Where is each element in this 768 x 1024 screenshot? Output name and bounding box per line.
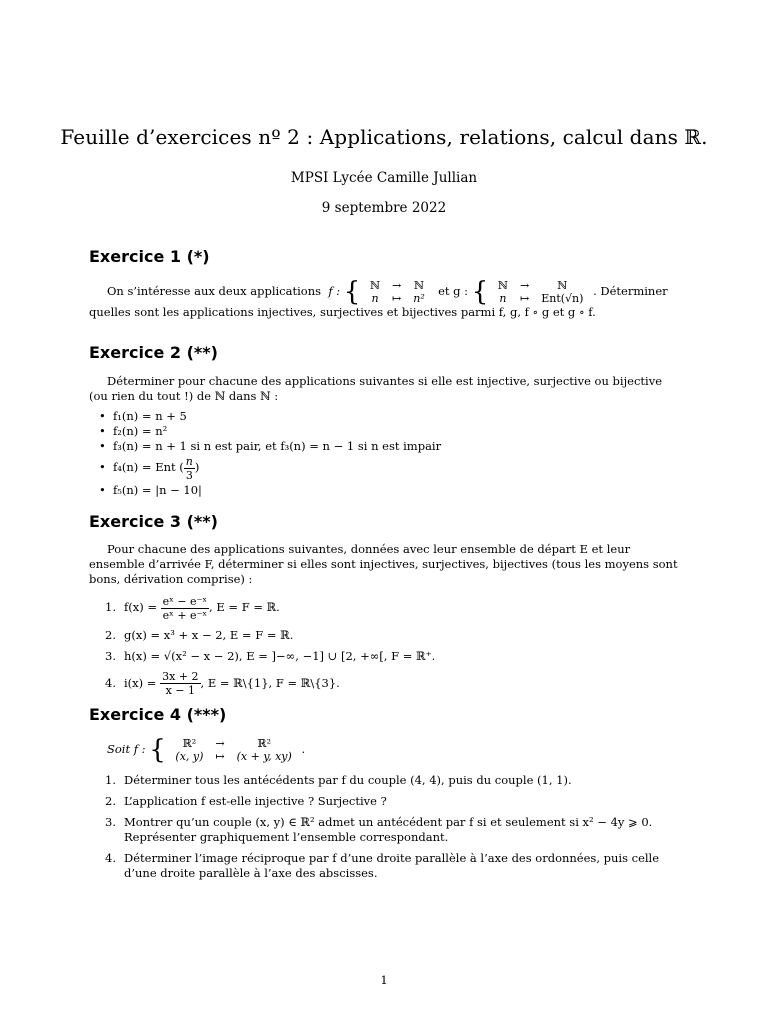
exercise-2-list — [89, 409, 679, 498]
document-author: MPSI Lycée Camille Jullian — [290, 170, 478, 186]
list-item: • f₁(n) = n + 5 — [99, 409, 187, 423]
document-title: Feuille d’exercices nº 2 : Applications, relations, calcul dans ℝ. — [60, 125, 708, 149]
exercise-3-intro-text: Pour chacune des applications suivantes, données avec leur ensemble de départ E et leur ensemble d’arrivée F, déterminer si elles sont injectives, surjectives, bijectives (tous les moyens sont bons, dérivation comprise) : — [89, 542, 678, 586]
list-item: • f₅(n) = |n − 10| — [99, 482, 202, 497]
exercise-4-list — [89, 773, 679, 887]
map-cell: ℕ — [369, 279, 381, 292]
list-item-text: g(x) = x³ + x − 2, E = F = ℝ. — [124, 627, 294, 642]
fraction — [160, 670, 200, 697]
map-cell: ↦ — [519, 292, 530, 305]
list-item: 4. i(x) = $\frac{3x + 2}{x - 1}$ , E = ℝ\{1}, F = ℝ\{3}. — [105, 670, 340, 697]
map-cell: n — [371, 292, 379, 305]
list-item-text: f₂(n) = n² — [113, 424, 168, 438]
exercise-4-heading: Exercice 4 (***) — [89, 705, 227, 724]
map-cell: → — [392, 279, 402, 292]
map-cell: ℕ — [557, 279, 568, 292]
exercise-3-heading: Exercice 3 (**) — [89, 512, 218, 531]
list-item: 1. f(x) = $\frac{\text{eˣ − e⁻ˣ}}{\text{eˣ + e⁻ˣ}}$ , E = F = ℝ. — [105, 594, 280, 622]
list-item: 1. Déterminer tous les antécédents par f du couple (4, 4), puis du couple (1, 1). — [105, 773, 572, 787]
list-item-text: f₁(n) = n + 5 — [113, 409, 187, 423]
fraction-denominator: eˣ + e⁻ˣ — [162, 608, 208, 622]
list-item-text: h(x) = √(x² − x − 2), E = ]−∞, −1] ∪ [2, +∞[, F = ℝ⁺. — [124, 648, 436, 663]
list-item: 4. Déterminer l’image réciproque par f d’une droite parallèle à l’axe des ordonnées, puis celle d’une droite parallèle à l’axe des abscisses. — [105, 851, 660, 880]
exercise-2-heading: Exercice 2 (**) — [89, 343, 218, 362]
exercise-3-list — [89, 594, 679, 703]
exercise-1-heading: Exercice 1 (*) — [89, 247, 210, 266]
list-item-text: , E = ℝ\{1}, F = ℝ\{3}. — [200, 675, 340, 690]
map-cell: ℝ² — [257, 737, 271, 750]
map-cell: n — [499, 292, 507, 305]
exercise-2-intro-text: Déterminer pour chacune des applications suivantes si elle est injective, surjective ou bijective (ou rien du tout !) de ℕ dans ℕ : — [89, 374, 662, 403]
list-item: 3. Montrer qu’un couple (x, y) ∈ ℝ² admet un antécédent par f si et seulement si x² − 4y ⩾ 0. Représenter graphiquement l’ensemble correspondant. — [105, 815, 653, 844]
exercise-4-after: . — [301, 742, 306, 756]
fraction-numerator: 3x + 2 — [162, 670, 199, 683]
map-cell: Ent(√n) — [541, 292, 584, 305]
fraction — [184, 455, 195, 482]
document-date: 9 septembre 2022 — [321, 200, 447, 216]
map-cell: (x, y) — [175, 750, 204, 763]
fraction-numerator: n — [185, 454, 193, 468]
map-cell: n² — [413, 292, 425, 305]
exercise-4-soit: Soit f : — [107, 742, 146, 756]
map-cell: ↦ — [215, 750, 225, 763]
exercise-3-intro — [89, 542, 679, 587]
map-cell: → — [215, 737, 225, 750]
map-cell: (x + y, xy) — [236, 750, 292, 763]
map-cell: ℕ — [497, 279, 508, 292]
exercise-1-line2: quelles sont les applications injectives, surjectives et bijectives parmi f, g, f ∘ g et g ∘ f. — [89, 305, 596, 319]
map-cell: → — [519, 279, 530, 292]
fraction-denominator: x − 1 — [165, 684, 196, 697]
exercise-1-statement — [89, 279, 679, 320]
exercise-4-definition — [89, 737, 679, 763]
list-item: 2. g(x) = x³ + x − 2, E = F = ℝ. — [105, 627, 294, 642]
list-item-text: Montrer qu’un couple (x, y) ∈ ℝ² admet un antécédent par f si et seulement si x² − 4y ⩾ 0. Représenter graphiquement l’ensemble correspondant. — [124, 815, 653, 844]
exercise-1-f-mapping: { ℕ → ℕ n ↦ n² — [344, 279, 431, 305]
exercise-1-g-label: et g : — [438, 284, 469, 298]
list-item-text: i(x) = — [124, 675, 157, 690]
exercise-1-f-label: f : — [328, 284, 341, 298]
list-item-text: L’application f est-elle injective ? Surjective ? — [124, 794, 387, 808]
list-item-text: f₃(n) = n + 1 si n est pair, et f₃(n) = n − 1 si n est impair — [113, 439, 442, 453]
fraction — [161, 595, 209, 622]
fraction-denominator: 3 — [185, 468, 193, 482]
map-cell: ℝ² — [182, 737, 197, 750]
list-item-text: f₄(n) = Ent — [113, 460, 176, 474]
list-item: 3. h(x) = √(x² − x − 2), E = ]−∞, −1] ∪ [2, +∞[, F = ℝ⁺. — [105, 648, 436, 663]
exercise-4-mapping: { ℝ² → ℝ² (x, y) ↦ (x + y, xy) — [149, 737, 298, 763]
exercise-1-g-mapping: { ℕ → ℕ n ↦ Ent(√n) — [472, 279, 590, 305]
list-item-text: Déterminer tous les antécédents par f du couple (4, 4), puis du couple (1, 1). — [124, 773, 572, 787]
exercise-1-intro: On s’intéresse aux deux applications — [107, 284, 322, 298]
map-cell: ↦ — [392, 292, 402, 305]
list-item: 2. L’application f est-elle injective ? Surjective ? — [105, 794, 387, 808]
list-item-text: Déterminer l’image réciproque par f d’une droite parallèle à l’axe des ordonnées, puis celle d’une droite parallèle à l’axe des abscisses. — [124, 851, 660, 880]
page-number: 1 — [380, 973, 388, 987]
exercise-2-intro — [89, 374, 679, 404]
fraction-numerator: eˣ − e⁻ˣ — [162, 594, 208, 608]
list-item-text: , E = F = ℝ. — [209, 600, 280, 614]
list-item-text: f₅(n) = |n − 10| — [113, 482, 202, 497]
list-item-text: f(x) = — [124, 600, 158, 614]
list-item: • f₃(n) = n + 1 si n est pair, et f₃(n) = n − 1 si n est impair — [99, 439, 442, 453]
list-item: • f₄(n) = Ent ( $\frac{n}{3}$ ) — [99, 454, 200, 482]
list-item: • f₂(n) = n² — [99, 424, 168, 438]
map-cell: ℕ — [413, 279, 425, 292]
exercise-1-after: . Déterminer — [593, 284, 668, 298]
